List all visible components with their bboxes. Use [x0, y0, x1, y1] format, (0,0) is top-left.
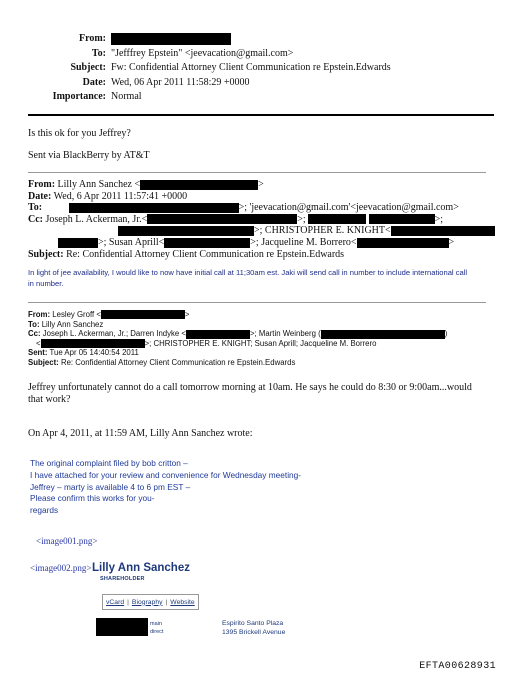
redaction: [321, 330, 445, 339]
msg2-cc-sep: >;: [434, 213, 444, 225]
msg2-to-label: To:: [28, 202, 43, 214]
link-separator: |: [165, 598, 168, 606]
msg2-cc-line2: >; CHRISTOPHER E. KNIGHT<: [254, 225, 391, 237]
link-separator: |: [127, 598, 129, 606]
phone-direct-label: direct: [150, 629, 164, 635]
redaction: [357, 238, 449, 248]
intro-question: Is this ok for you Jeffrey?: [28, 128, 131, 139]
website-link[interactable]: Website: [170, 598, 195, 606]
msg3-wrote: On Apr 4, 2011, at 11:59 AM, Lilly Ann Sanchez wrote:: [28, 428, 253, 439]
image002-placeholder: <image002.png>: [30, 563, 92, 573]
quoted-line: regards: [30, 505, 59, 516]
signature-title: SHAREHOLDER: [100, 576, 145, 582]
redaction: [147, 214, 297, 224]
quoted-message: [30, 458, 301, 517]
msg3-subject-label: Subject:: [28, 357, 59, 367]
msg3-cc-line2b: >; CHRISTOPHER E. KNIGHT; Susan Aprill; Jacqueline M. Borrero: [144, 338, 377, 348]
quoted-line: The original complaint filed by bob critton –: [30, 458, 188, 468]
sent-via: Sent via BlackBerry by AT&T: [28, 150, 150, 161]
signature-links: [102, 594, 199, 610]
msg3-cc-b: >; Martin Weinberg (: [249, 329, 321, 339]
date-label: Date:: [82, 76, 106, 88]
msg3-cc-c: ): [444, 329, 448, 339]
importance-label: Importance:: [52, 91, 106, 102]
phone-main-label: main: [150, 621, 162, 627]
biography-link[interactable]: Biography: [131, 598, 163, 606]
msg2-cc-value: Joseph L. Ackerman, Jr.<: [45, 213, 148, 225]
divider: [28, 172, 486, 173]
redaction: [111, 33, 231, 45]
msg2-subject-label: Subject:: [28, 248, 64, 260]
msg3-sent-value: Tue Apr 05 14:40:54 2011: [49, 348, 139, 358]
msg2-cc-sep: >;: [297, 213, 306, 225]
quoted-line: I have attached for your review and convenience for Wednesday meeting-: [30, 469, 302, 480]
subject-label: Subject:: [70, 62, 106, 73]
msg3-from-label: From:: [28, 310, 51, 319]
msg3-from-close: >: [184, 310, 190, 319]
msg3-subject-value: Re: Confidential Attorney Client Communication re Epstein.Edwards: [60, 357, 296, 367]
header-subject-row: [40, 61, 391, 76]
importance-value: Normal: [111, 91, 142, 102]
redaction: [164, 238, 250, 248]
header-from-row: [40, 32, 391, 47]
msg3-to-label: To:: [28, 319, 40, 329]
from-label: From:: [78, 33, 106, 44]
msg2-from-label: From:: [28, 179, 56, 190]
redaction: [369, 214, 435, 224]
msg2-from-close: >: [258, 179, 264, 190]
msg2-cc-line3b: >; Jacqueline M. Borrero<: [250, 236, 357, 248]
msg2-date-value: Wed, 6 Apr 2011 11:57:41 +0000: [53, 190, 188, 202]
email-header: [40, 32, 391, 105]
signature-name: Lilly Ann Sanchez: [92, 562, 190, 574]
address-line-1: Espirito Santo Plaza: [222, 620, 284, 627]
msg3-body: Jeffrey unfortunately cannot do a call tomorrow morning at 10am. He says he could do 8:30 or 9:00am...would that work?: [28, 382, 472, 405]
redaction: [96, 618, 148, 636]
subject-value: Fw: Confidential Attorney Client Communication re Epstein.Edwards: [111, 62, 391, 73]
msg3-from-value: Lesley Groff <: [52, 310, 101, 319]
to-value: "Jefffrey Epstein" <jeevacation@gmail.com>: [111, 47, 294, 59]
redaction: [69, 203, 239, 213]
quoted-line: Please confirm this works for you-: [30, 493, 155, 504]
image001-placeholder: <image001.png>: [36, 536, 98, 546]
msg2-from-value: Lilly Ann Sanchez <: [57, 179, 141, 190]
message-3-header: [28, 310, 447, 368]
msg2-to-value: >; 'jeevacation@gmail.com'<jeevacation@gmail.com>: [238, 202, 459, 214]
header-date-row: [40, 76, 391, 91]
msg3-cc-label: Cc:: [28, 329, 41, 339]
msg3-to-value: Lilly Ann Sanchez: [41, 319, 104, 329]
address-line-2: 1395 Brickell Avenue: [222, 629, 286, 636]
header-importance-row: [40, 90, 391, 105]
vcard-link[interactable]: vCard: [106, 598, 125, 606]
to-label: To:: [91, 47, 106, 59]
redaction: [186, 330, 250, 339]
msg2-cc-line3c: >: [448, 236, 455, 248]
msg2-cc-label: Cc:: [28, 213, 43, 225]
msg3-sent-label: Sent:: [28, 348, 48, 358]
redaction: [140, 180, 258, 190]
msg3-cc-a: Joseph L. Ackerman, Jr.; Darren Indyke <: [42, 329, 186, 339]
redaction: [308, 214, 366, 224]
header-divider: [28, 114, 494, 116]
msg2-subject-value: Re: Confidential Attorney Client Communication re Epstein.Edwards: [66, 248, 345, 260]
header-to-row: [40, 47, 391, 62]
document-id: EFTA00628931: [419, 661, 496, 672]
msg2-cc-line3a: >; Susan Aprill<: [98, 236, 165, 248]
msg2-note: In light of jee availability, I would like to now have initial call at 11;30am est. Jaki will send call in number to include international call in number.: [28, 268, 468, 288]
msg3-cc-line2a: <: [36, 338, 41, 348]
msg2-date-label: Date:: [28, 190, 52, 202]
redaction: [58, 238, 98, 248]
message-2-header: [28, 179, 495, 260]
date-value: Wed, 06 Apr 2011 11:58:29 +0000: [111, 76, 250, 88]
redaction: [101, 310, 185, 319]
redaction: [391, 226, 495, 236]
quoted-line: Jeffrey – marty is available 4 to 6 pm EST –: [30, 481, 191, 492]
redaction: [118, 226, 254, 236]
divider: [28, 302, 486, 303]
redaction: [41, 339, 145, 348]
